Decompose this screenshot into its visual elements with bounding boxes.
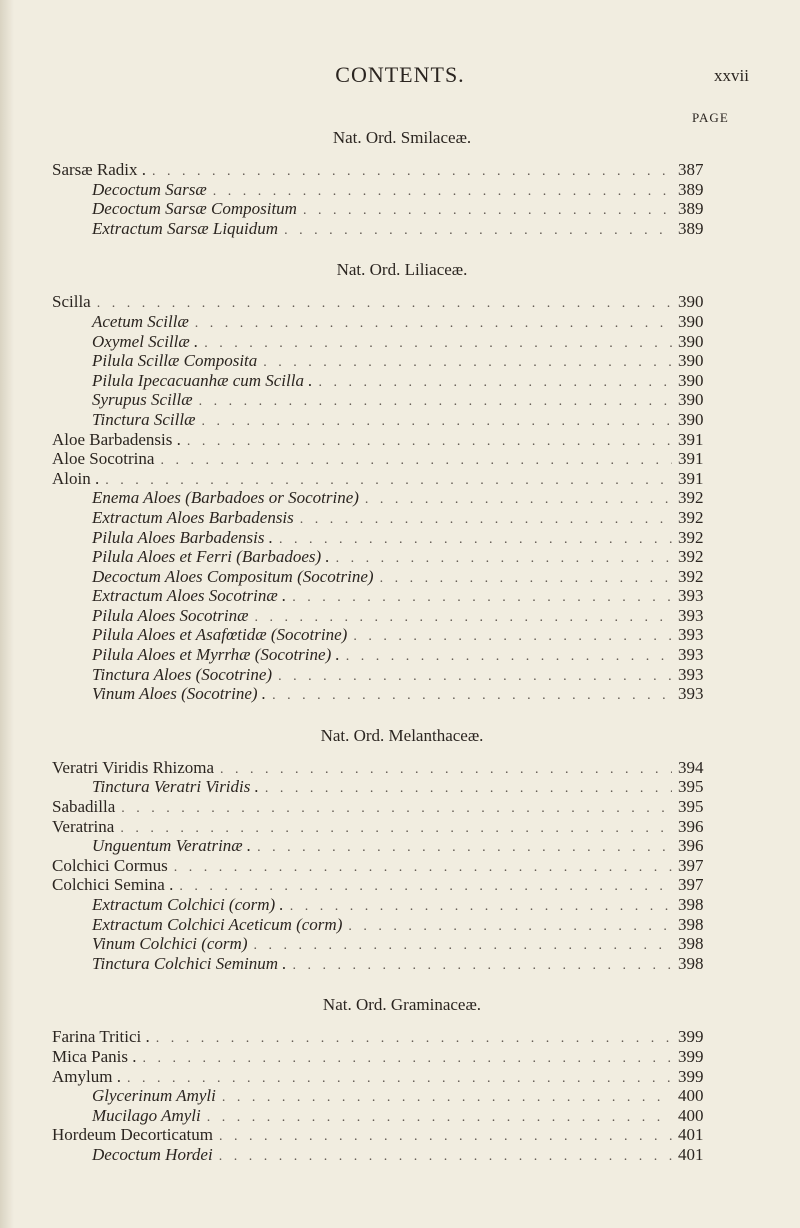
dot-leader	[346, 647, 672, 667]
toc-entry	[52, 449, 712, 469]
entry-title: Tinctura Aloes (Socotrine)	[92, 664, 273, 684]
entry-title: Mica Panis .	[52, 1046, 137, 1066]
toc-entry	[52, 199, 712, 219]
section-heading: Nat. Ord. Melanthaceæ.	[320, 725, 484, 745]
entry-title: Syrupus Scillæ	[92, 390, 193, 410]
toc-entry	[52, 758, 712, 778]
dot-leader	[201, 412, 672, 432]
entry-page-number: 392	[678, 566, 704, 586]
dot-leader	[207, 1108, 672, 1128]
dot-leader	[300, 510, 672, 530]
entry-title: Vinum Colchici (corm)	[92, 934, 248, 954]
entry-title: Pilula Scillæ Composita	[92, 351, 258, 371]
dot-leader	[292, 588, 672, 608]
entry-title: Farina Tritici .	[52, 1027, 150, 1047]
section-heading: Nat. Ord. Liliaceæ.	[336, 260, 468, 280]
dot-leader	[187, 432, 672, 452]
entry-page-number: 390	[678, 370, 704, 390]
entry-title: Extractum Colchici (corm) .	[92, 895, 284, 914]
dot-leader	[152, 162, 672, 182]
entry-page-number: 398	[678, 934, 704, 954]
toc-entry	[52, 684, 712, 704]
toc-entry	[52, 528, 712, 548]
entry-title: Aloin .	[52, 468, 100, 488]
entry-page-number: 392	[678, 488, 704, 508]
entry-title: Glycerinum Amyli	[92, 1086, 216, 1106]
entry-title: Colchici Semina .	[52, 875, 174, 895]
toc-entry	[52, 1145, 712, 1165]
toc-entry	[52, 312, 712, 332]
toc-entry	[52, 1086, 712, 1106]
entry-title: Decoctum Sarsæ Compositum	[92, 199, 297, 219]
dot-leader	[204, 334, 672, 354]
dot-leader	[278, 667, 672, 687]
toc-entry	[52, 488, 712, 508]
dot-leader	[199, 392, 672, 412]
entry-page-number: 397	[678, 875, 704, 895]
entry-page-number: 390	[678, 311, 704, 331]
toc-entry	[52, 625, 712, 645]
entry-title: Decoctum Aloes Compositum (Socotrine)	[92, 566, 374, 586]
toc-entry	[52, 1125, 712, 1145]
toc-entry	[52, 817, 712, 837]
page-number: xxvii	[714, 66, 749, 85]
entry-page-number: 393	[678, 664, 704, 684]
entry-title: Scilla	[52, 292, 91, 312]
toc-entry	[52, 606, 712, 626]
entry-title: Extractum Aloes Barbadensis	[92, 507, 294, 527]
toc-entry	[52, 1027, 712, 1047]
toc-entry	[52, 410, 712, 430]
dot-leader	[219, 1127, 672, 1147]
entry-page-number: 390	[678, 351, 704, 371]
entry-page-number: 399	[678, 1066, 704, 1086]
toc-entry	[52, 430, 712, 450]
dot-leader	[303, 201, 672, 221]
entry-page-number: 401	[678, 1144, 704, 1164]
entry-title: Decoctum Hordei	[92, 1144, 213, 1164]
dot-leader	[257, 838, 672, 858]
entry-title: Extractum Sarsæ Liquidum	[92, 218, 279, 238]
entry-title: Unguentum Veratrinæ .	[92, 836, 252, 856]
entry-page-number: 390	[678, 409, 704, 429]
toc-entry	[52, 547, 712, 567]
entry-page-number: 396	[678, 836, 704, 856]
entry-title: Tinctura Scillæ	[92, 409, 196, 429]
entry-page-number: 393	[678, 605, 704, 625]
entry-title: Extractum Aloes Socotrinæ .	[92, 586, 287, 606]
entry-page-number: 391	[678, 468, 704, 488]
entry-title: Extractum Colchici Aceticum (corm)	[92, 914, 343, 934]
entry-title: Veratrina	[52, 816, 115, 836]
entry-title: Aloe Barbadensis .	[52, 429, 181, 449]
toc-entry	[52, 934, 712, 954]
dot-leader	[220, 760, 672, 780]
entry-title: Vinum Aloes (Socotrine) .	[92, 684, 267, 704]
page-column-label: PAGE	[692, 110, 729, 125]
entry-page-number: 395	[678, 797, 704, 817]
dot-leader	[318, 373, 672, 393]
toc-entry	[52, 797, 712, 817]
entry-title: Enema Aloes (Barbadoes or Socotrine)	[92, 488, 359, 508]
toc-entry	[52, 915, 712, 935]
entry-page-number: 393	[678, 684, 704, 704]
entry-title: Colchici Cormus	[52, 855, 168, 875]
entry-page-number: 389	[678, 218, 704, 238]
entry-page-number: 397	[678, 855, 704, 875]
entry-page-number: 400	[678, 1086, 704, 1106]
entry-title: Decoctum Sarsæ	[92, 179, 207, 199]
dot-leader	[263, 353, 672, 373]
toc-section	[52, 260, 712, 703]
entry-title: Tinctura Veratri Viridis .	[92, 777, 259, 797]
entry-page-number: 398	[678, 895, 704, 914]
toc-entry	[52, 390, 712, 410]
toc-entry	[52, 665, 712, 685]
entry-page-number: 401	[678, 1125, 704, 1145]
dot-leader	[272, 686, 672, 706]
entry-page-number: 390	[678, 292, 704, 312]
section-heading: Nat. Ord. Graminaceæ.	[322, 995, 482, 1015]
toc-entry	[52, 469, 712, 489]
entry-title: Oxymel Scillæ .	[92, 331, 199, 351]
entry-page-number: 398	[678, 953, 704, 973]
dot-leader	[348, 917, 672, 937]
entry-page-number: 392	[678, 507, 704, 527]
entry-page-number: 390	[678, 390, 704, 410]
dot-leader	[219, 1147, 672, 1167]
dot-leader	[160, 451, 672, 471]
entry-page-number: 399	[678, 1046, 704, 1066]
entry-title: Hordeum Decorticatum	[52, 1125, 213, 1145]
toc-entry	[52, 371, 712, 391]
toc-entry	[52, 954, 712, 974]
entry-title: Sabadilla	[52, 797, 116, 817]
toc-section	[52, 995, 712, 1164]
dot-leader	[290, 897, 672, 917]
entry-title: Pilula Aloes et Asafœtidæ (Socotrine)	[92, 625, 348, 645]
toc-entry	[52, 836, 712, 856]
toc-entry	[52, 777, 712, 797]
dot-leader	[143, 1049, 672, 1069]
entry-page-number: 392	[678, 547, 704, 567]
entry-page-number: 393	[678, 645, 704, 665]
page-title: CONTENTS.	[335, 62, 465, 87]
dot-leader	[174, 858, 672, 878]
dot-leader	[253, 936, 672, 956]
page-edge-shadow	[0, 0, 14, 1228]
entry-page-number: 400	[678, 1105, 704, 1125]
section-heading: Nat. Ord. Smilaceæ.	[332, 128, 472, 147]
entry-title: Pilula Aloes et Ferri (Barbadoes) .	[92, 547, 330, 567]
dot-leader	[222, 1088, 672, 1108]
entry-page-number: 391	[678, 429, 704, 449]
entry-page-number: 390	[678, 331, 704, 351]
dot-leader	[365, 490, 672, 510]
toc-entry	[52, 332, 712, 352]
toc-entry	[52, 586, 712, 606]
dot-leader	[336, 549, 672, 569]
toc-entry	[52, 567, 712, 587]
entry-title: Amylum .	[52, 1066, 121, 1086]
entry-page-number: 396	[678, 816, 704, 836]
entry-page-number: 399	[678, 1027, 704, 1047]
dot-leader	[265, 779, 672, 799]
entry-title: Tinctura Colchici Seminum .	[92, 953, 287, 973]
toc-entry	[52, 1106, 712, 1126]
toc-entry	[52, 1067, 712, 1087]
toc-entry	[52, 160, 712, 180]
entry-title: Acetum Scillæ	[92, 311, 189, 331]
dot-leader	[284, 221, 672, 241]
entry-page-number: 392	[678, 527, 704, 547]
entry-page-number: 398	[678, 914, 704, 934]
entry-page-number: 394	[678, 757, 704, 777]
entry-title: Veratri Viridis Rhizoma	[52, 757, 215, 777]
entry-page-number: 393	[678, 625, 704, 645]
toc-section	[52, 128, 712, 238]
dot-leader	[353, 627, 672, 647]
toc-entry	[52, 1047, 712, 1067]
entry-title: Pilula Ipecacuanhæ cum Scilla .	[92, 370, 313, 390]
entry-title: Sarsæ Radix .	[52, 160, 146, 179]
entry-page-number: 389	[678, 179, 704, 199]
toc-entry	[52, 895, 712, 915]
entry-title: Pilula Aloes Barbadensis .	[92, 527, 274, 547]
entry-title: Pilula Aloes et Myrrhæ (Socotrine) .	[92, 645, 340, 665]
dot-leader	[293, 956, 672, 976]
toc-entry	[52, 508, 712, 528]
entry-page-number: 391	[678, 449, 704, 469]
entry-title: Mucilago Amyli	[92, 1105, 201, 1125]
toc-entry	[52, 856, 712, 876]
entry-page-number: 389	[678, 199, 704, 219]
toc-entry	[52, 292, 712, 312]
dot-leader	[156, 1029, 672, 1049]
dot-leader	[121, 799, 672, 819]
dot-leader	[195, 314, 672, 334]
dot-leader	[380, 569, 672, 589]
entry-page-number: 395	[678, 777, 704, 797]
toc-entry	[52, 645, 712, 665]
table-of-contents	[52, 128, 712, 1187]
toc-entry	[52, 180, 712, 200]
entry-title: Aloe Socotrina	[52, 449, 155, 469]
toc-entry	[52, 351, 712, 371]
entry-page-number: 387	[678, 160, 704, 179]
entry-page-number: 393	[678, 586, 704, 606]
entry-title: Pilula Aloes Socotrinæ	[92, 605, 249, 625]
toc-section	[52, 726, 712, 974]
toc-entry	[52, 875, 712, 895]
dot-leader	[279, 530, 672, 550]
toc-entry	[52, 219, 712, 239]
